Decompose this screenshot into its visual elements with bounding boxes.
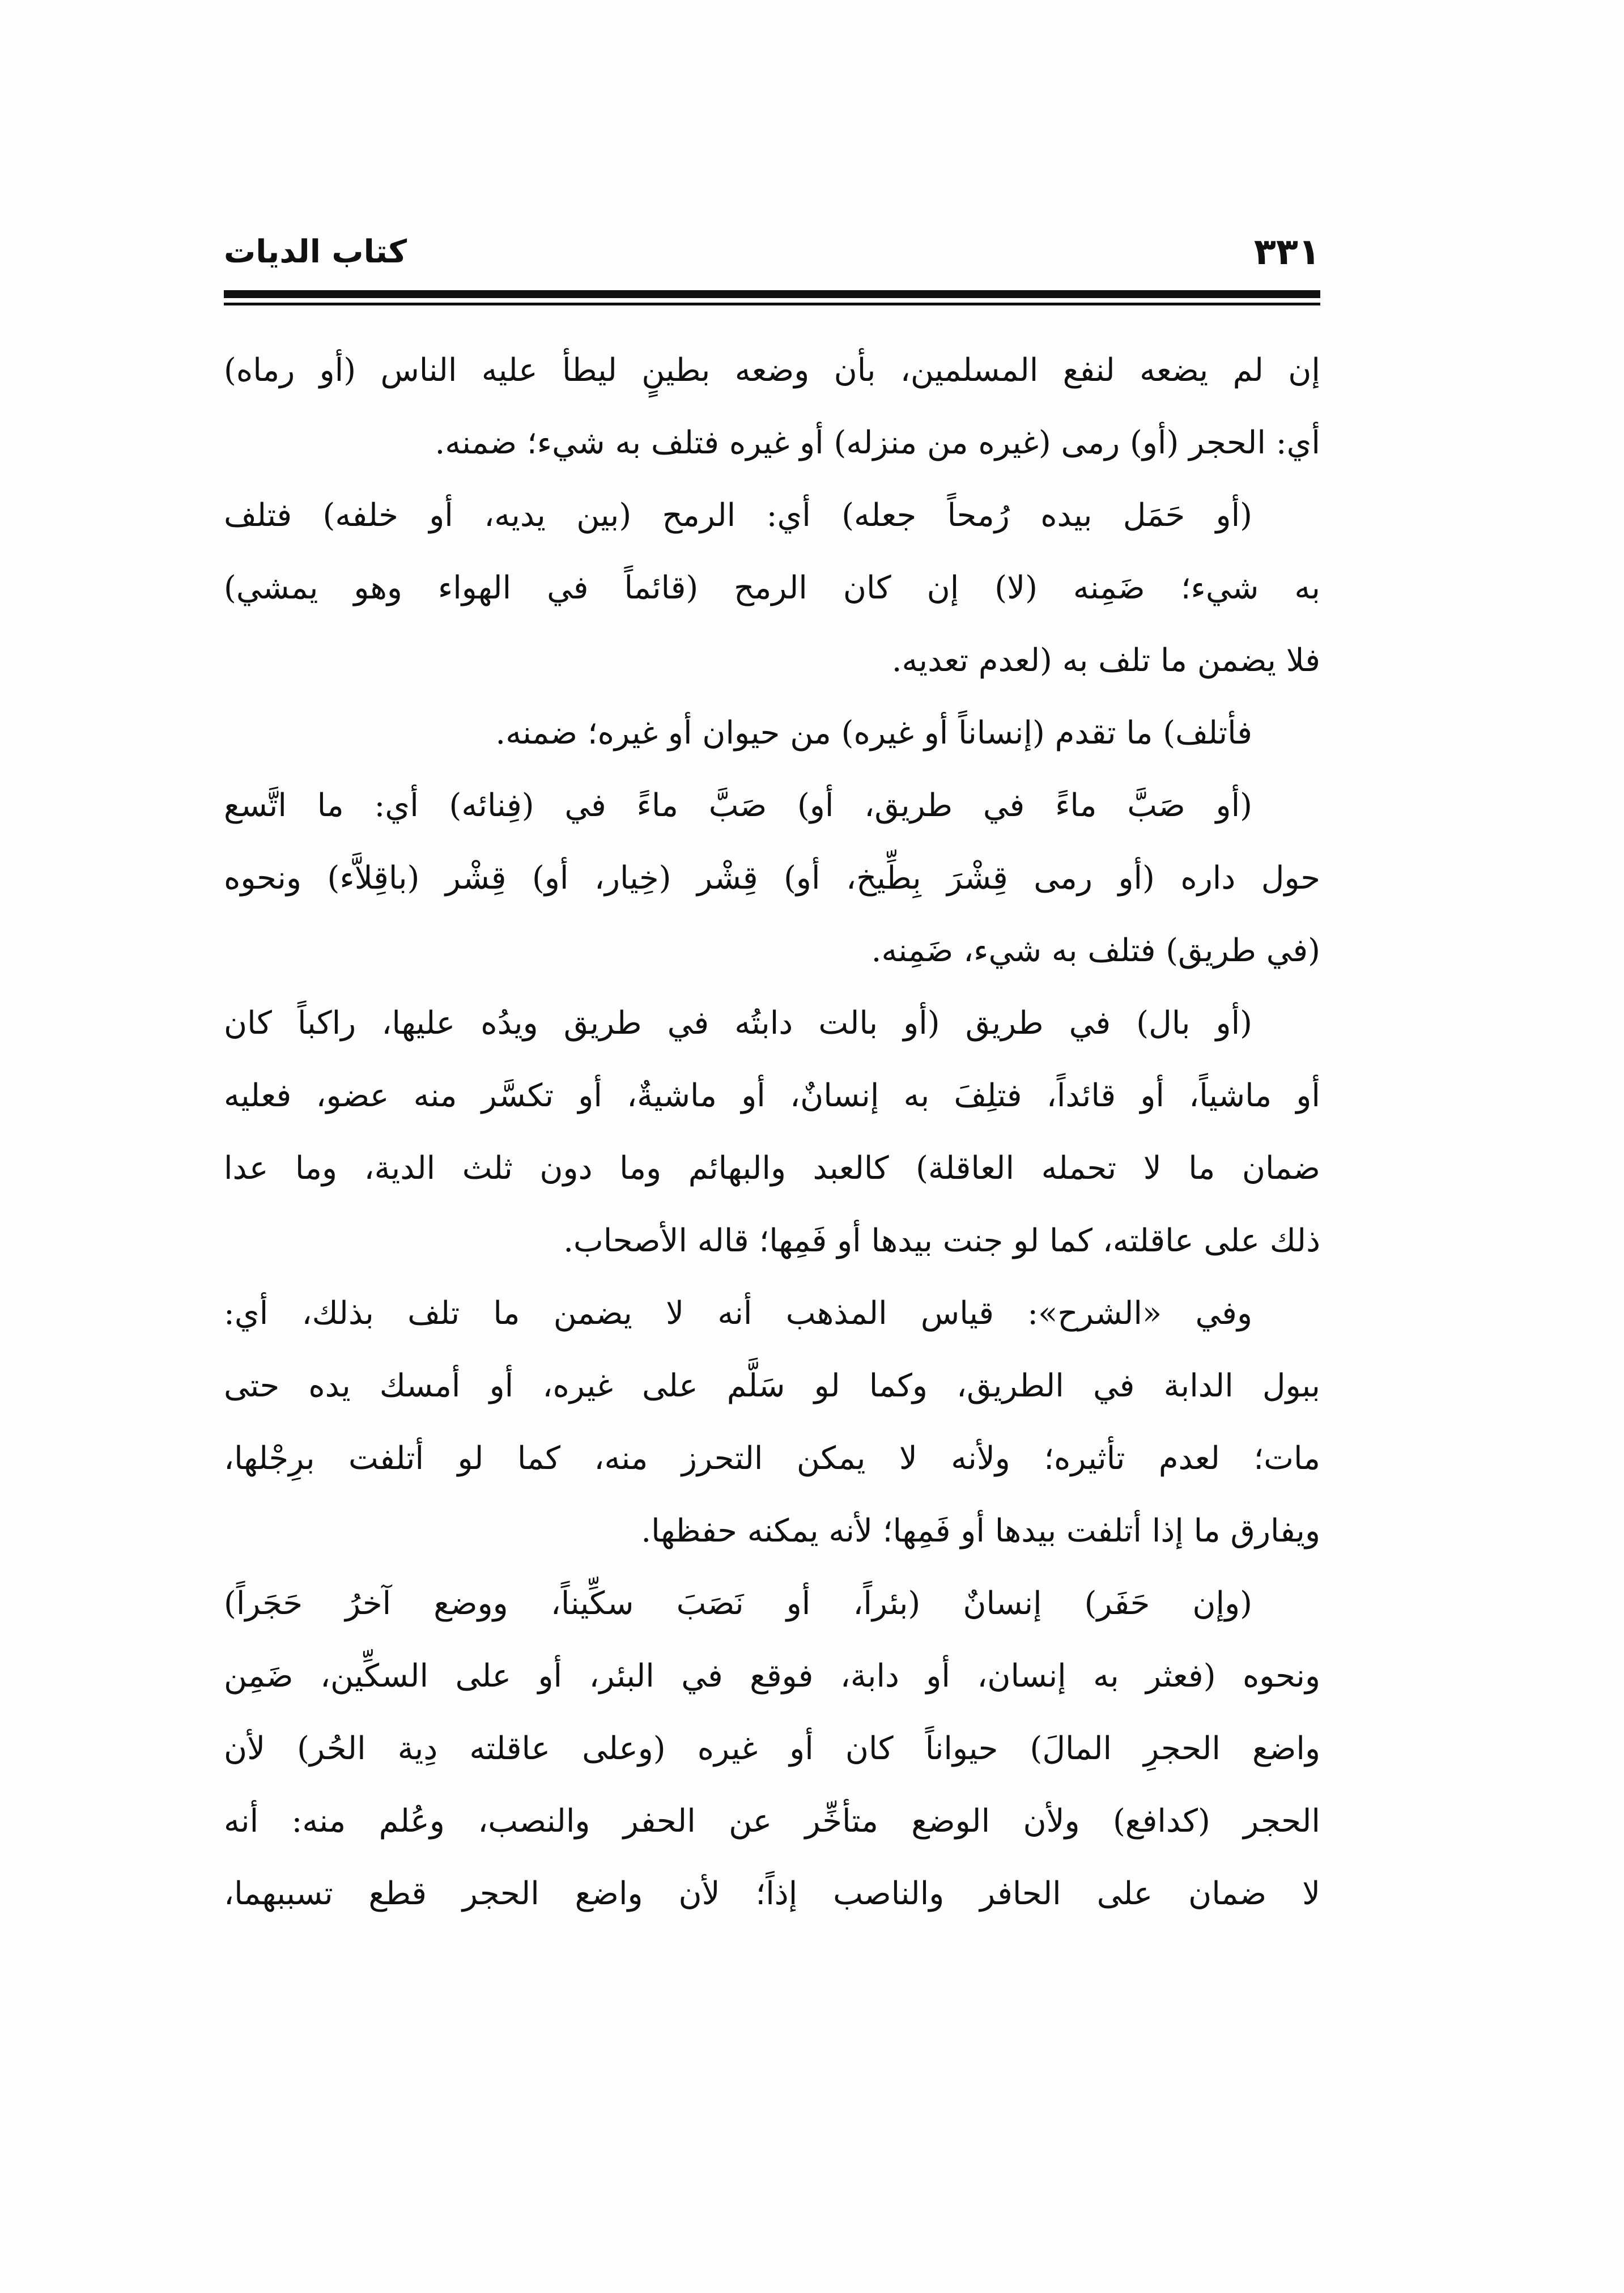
header-rule-thick xyxy=(224,290,1320,298)
text-line: ذلك على عاقلته، كما لو جنت بيدها أو فَمِها؛ قاله الأصحاب. xyxy=(563,1222,1320,1259)
text-line: (أو حَمَل بيده رُمحاً جعله) أي: الرمح (بين يديه، أو خلفه) فتلف xyxy=(224,497,1252,534)
text-line: ويفارق ما إذا أتلفت بيدها أو فَمِها؛ لأنه يمكنه حفظها. xyxy=(641,1513,1320,1549)
text-line: أو ماشياً، أو قائداً، فتلِفَ به إنسانٌ، أو ماشيةٌ، أو تكسَّر منه عضو، فعليه xyxy=(224,1077,1320,1114)
text-line: إن لم يضعه لنفع المسلمين، بأن وضعه بطينٍ ليطأ عليه الناس (أو رماه) xyxy=(224,352,1320,389)
text-line: أي: الحجر (أو) رمى (غيره من منزله) أو غيره فتلف به شيء؛ ضمنه. xyxy=(435,424,1320,461)
text-line: ونحوه (فعثر به إنسان، أو دابة، فوقع في البئر، أو على السكِّين، ضَمِن xyxy=(224,1658,1320,1695)
text-line: مات؛ لعدم تأثيره؛ ولأنه لا يمكن التحرز منه، كما لو أتلفت برِجْلها، xyxy=(224,1440,1320,1477)
text-line: (أو صَبَّ ماءً في طريق، أو) صَبَّ ماءً في (فِنائه) أي: ما اتَّسع xyxy=(224,787,1252,824)
text-line: فأتلف) ما تقدم (إنساناً أو غيره) من حيوان أو غيره؛ ضمنه. xyxy=(495,715,1252,751)
text-line: الحجر (كدافع) ولأن الوضع متأخِّر عن الحفر والنصب، وعُلم منه: أنه xyxy=(224,1803,1320,1840)
text-line: (أو بال) في طريق (أو بالت دابتُه في طريق ويدُه عليها، راكباً كان xyxy=(224,1005,1252,1042)
text-line: واضع الحجرِ المالَ) حيواناً كان أو غيره (وعلى عاقلته دِية الحُر) لأن xyxy=(224,1730,1320,1767)
text-line: به شيء؛ ضَمِنه (لا) إن كان الرمح (قائماً في الهواء وهو يمشي) xyxy=(224,570,1320,606)
text-line: حول داره (أو رمى قِشْرَ بِطِّيخ، أو) قِشْر (خِيار، أو) قِشْر (باقِلاَّء) ونحوه xyxy=(224,860,1320,897)
page-number: ٣٣١ xyxy=(1253,231,1320,273)
text-line: (وإن حَفَر) إنسانٌ (بئراً، أو نَصَبَ سكِّيناً، ووضع آخرُ حَجَراً) xyxy=(224,1585,1252,1622)
text-line: لا ضمان على الحافر والناصب إذاً؛ لأن واضع الحجر قطع تسببهما، xyxy=(224,1875,1320,1912)
text-line: ببول الدابة في الطريق، وكما لو سَلَّم على غيره، أو أمسك يده حتى xyxy=(224,1368,1320,1404)
text-line: فلا يضمن ما تلف به (لعدم تعديه. xyxy=(891,642,1320,679)
text-line: (في طريق) فتلف به شيء، ضَمِنه. xyxy=(871,932,1320,969)
body-text xyxy=(224,334,1320,1930)
text-line: وفي «الشرح»: قياس المذهب أنه لا يضمن ما تلف بذلك، أي: xyxy=(224,1295,1252,1332)
header-rule-thin xyxy=(224,303,1320,305)
page-header xyxy=(224,224,1320,286)
text-line: ضمان ما لا تحمله العاقلة) كالعبد والبهائم وما دون ثلث الدية، وما عدا xyxy=(224,1150,1320,1187)
running-title: كتاب الديات xyxy=(224,233,407,270)
